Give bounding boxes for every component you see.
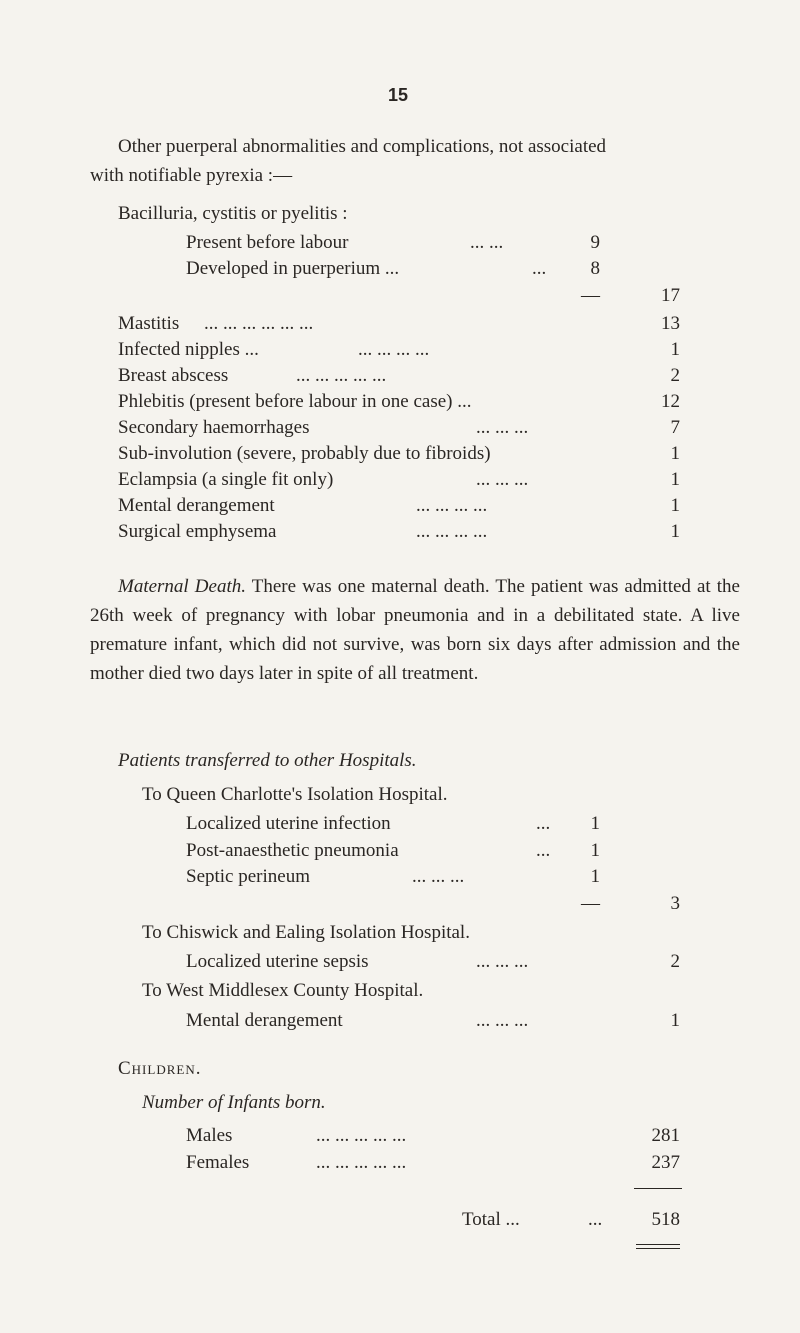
transfer-item-dots: ... ... ... [476,951,529,972]
children-row-dots: ... ... ... ... ... [316,1125,407,1146]
maternal-death-paragraph [90,572,740,688]
children-row-label: Males [186,1125,233,1146]
complication-dots: ... ... ... [476,469,529,490]
transfer-item-dots: ... ... ... [476,1010,529,1031]
bacilluria-item-label: Present before labour [186,232,349,253]
complication-label: Secondary haemorrhages [118,417,310,438]
complication-dots: ... ... ... ... [416,521,488,542]
complication-value: 1 [670,339,680,360]
intro-line-1: Other puerperal abnormalities and complications, not associated [118,136,607,157]
complication-value: 13 [661,313,680,334]
complication-dots: ... ... ... ... ... [296,365,387,386]
complication-value: 1 [670,495,680,516]
transfer-item-dots: ... [536,840,551,861]
bacilluria-heading: Bacilluria, cystitis or pyelitis : [118,203,348,224]
bacilluria-item-label: Developed in puerperium ... [186,258,400,279]
bacilluria-total: 17 [661,285,680,306]
bacilluria-item-value: 8 [590,258,600,279]
complication-dots: ... ... ... [476,417,529,438]
page-number: 15 [388,85,409,105]
transfer-item-value: 2 [670,951,680,972]
double-rule-top [636,1244,680,1245]
transfer-item-label: Mental derangement [186,1010,343,1031]
complication-label: Breast abscess [118,365,229,386]
transfer-item-dots: ... [536,813,551,834]
bacilluria-item-dots: ... ... [470,232,504,253]
transfer-item-dots: ... ... ... [412,866,465,887]
complication-value: 1 [670,469,680,490]
children-row-dots: ... ... ... ... ... [316,1152,407,1173]
children-row-value: 237 [651,1152,680,1173]
queen-charlotte-dash: — [581,893,600,914]
chiswick-heading: To Chiswick and Ealing Isolation Hospital. [142,922,470,943]
complication-label: Infected nipples ... [118,339,259,360]
total-rule [634,1188,682,1189]
transfer-item-label: Localized uterine sepsis [186,951,369,972]
complication-value: 2 [670,365,680,386]
children-total-dots: ... [588,1209,603,1230]
transfer-item-value: 1 [590,840,600,861]
complication-dots: ... ... ... ... [416,495,488,516]
queen-charlotte-heading: To Queen Charlotte's Isolation Hospital. [142,784,448,805]
complication-label: Phlebitis (present before labour in one case) ... [118,391,472,412]
complication-label: Sub-involution (severe, probably due to fibroids) [118,443,491,464]
complication-label: Mental derangement [118,495,275,516]
children-heading: Children. [118,1058,202,1079]
maternal-death-text: There was one maternal death. The patient was admitted at the 26th week of pregnancy with lobar pneumonia and in a debilitated state. A live premature infant, which did not survive, was born six days after admission and the mother died two days later in spite of all treatment. [90,576,740,684]
west-middlesex-heading: To West Middlesex County Hospital. [142,980,424,1001]
intro-line-2: with notifiable pyrexia :— [90,165,293,186]
complication-value: 12 [661,391,680,412]
transfer-item-label: Localized uterine infection [186,813,391,834]
complication-value: 7 [670,417,680,438]
children-total-label: Total ... [462,1209,520,1230]
bacilluria-dash: — [581,285,600,306]
children-subheading: Number of Infants born. [142,1092,326,1113]
complication-label: Eclampsia (a single fit only) [118,469,334,490]
transfer-item-value: 1 [590,866,600,887]
double-rule-bottom [636,1248,680,1249]
transfer-item-value: 1 [670,1010,680,1031]
transfers-heading: Patients transferred to other Hospitals. [118,750,417,771]
complication-label: Mastitis [118,313,180,334]
bacilluria-item-value: 9 [590,232,600,253]
maternal-death-title: Maternal Death. [118,576,246,597]
transfer-item-label: Post-anaesthetic pneumonia [186,840,399,861]
children-row-label: Females [186,1152,250,1173]
transfer-item-label: Septic perineum [186,866,310,887]
complication-label: Surgical emphysema [118,521,277,542]
bacilluria-item-dots: ... [532,258,547,279]
transfer-item-value: 1 [590,813,600,834]
children-row-value: 281 [651,1125,680,1146]
complication-value: 1 [670,521,680,542]
complication-dots: ... ... ... ... [358,339,430,360]
children-total-value: 518 [651,1209,680,1230]
complication-value: 1 [670,443,680,464]
queen-charlotte-total: 3 [670,893,680,914]
complication-dots: ... ... ... ... ... ... [204,313,314,334]
